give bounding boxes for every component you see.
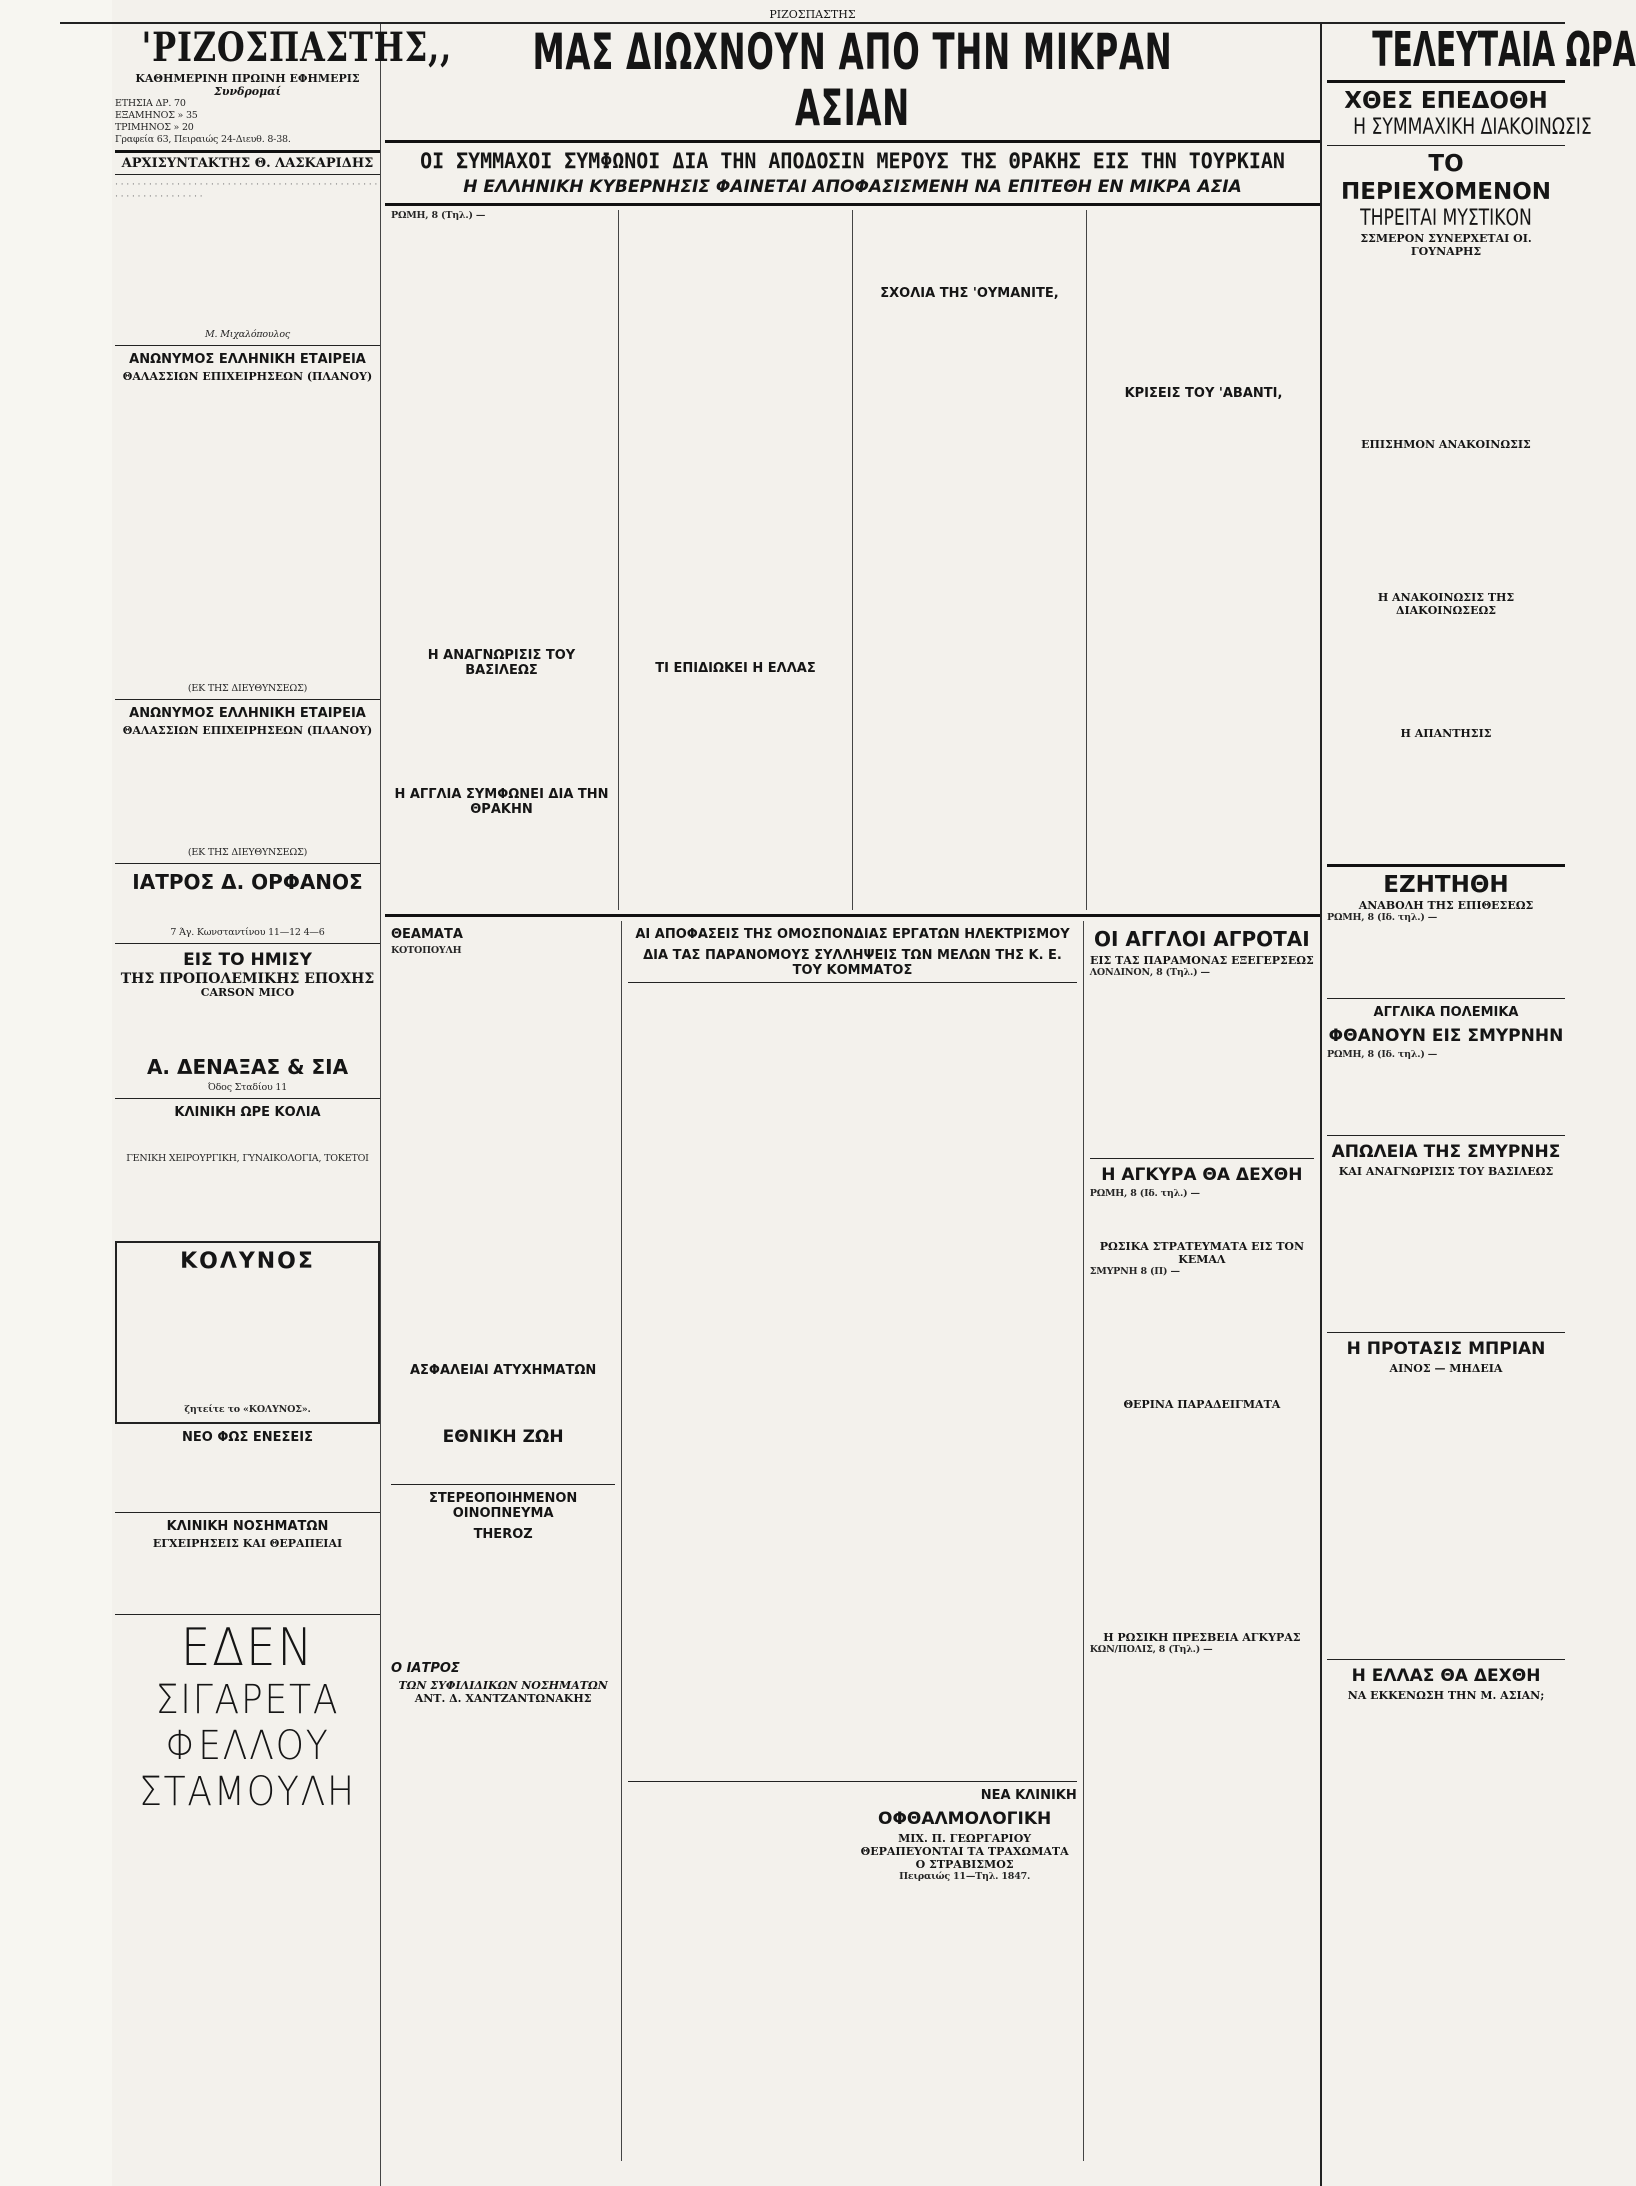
subscriptions-title: Συνδρομαί	[214, 85, 281, 98]
iatros-title: Ο ΙΑΤΡΟΣ	[391, 1661, 460, 1676]
theatres-title: ΘΕΑΜΑΤΑ	[391, 927, 463, 942]
company2-title: ΑΝΩΝΥΜΟΣ ΕΛΛΗΝΙΚΗ ΕΤΑΙΡΕΙΑ	[129, 706, 366, 721]
right-sub2: Η ΣΥΜΜΑΧΙΚΗ ΔΙΑΚΟΙΝΩΣΙΣ	[1353, 115, 1592, 140]
eden-line4: ΣΤΑΜΟΥΛΗ	[139, 1769, 356, 1815]
doctor-ad: ΙΑΤΡΟΣ Δ. ΟΡΦΑΝΟΣ	[132, 870, 363, 894]
eden-line3: ΦΕΛΛΟΥ	[165, 1723, 330, 1769]
brian-subtitle: ΑΙΝΟΣ — ΜΗΔΕΙΑ	[1389, 1362, 1503, 1375]
clinic-subtitle: ΓΕΝΙΚΗ ΧΕΙΡΟΥΡΓΙΚΗ, ΓΥΝΑΙΚΟΛΟΓΙΑ, ΤΟΚΕΤΟΙ	[126, 1153, 369, 1164]
company2-subtitle: ΘΑΛΑΣΣΙΩΝ ΕΠΙΧΕΙΡΗΣΕΩΝ (ΠΛΑΝΟΥ)	[122, 724, 373, 737]
ophth-subtitle: ΟΦΘΑΛΜΟΛΟΓΙΚΗ	[878, 1809, 1052, 1829]
editor-in-chief: ΑΡΧΙΣΥΝΤΑΚΤΗΣ Θ. ΛΑΣΚΑΡΙΔΗΣ	[121, 156, 374, 171]
denaxas-title: Α. ΔΕΝΑΞΑΣ & ΣΙΑ	[146, 1055, 349, 1079]
company2-signature: (ΕΚ ΤΗΣ ΔΙΕΥΘΥΝΣΕΩΣ)	[187, 847, 308, 858]
prewar-subtitle: ΤΗΣ ΠΡΟΠΟΛΕΜΙΚΗΣ ΕΠΟΧΗΣ	[120, 971, 375, 987]
zitithi-title: ΕΖΗΤΗΘΗ	[1383, 872, 1509, 898]
evac-title: Η ΕΛΛΑΣ ΘΑ ΔΕΧΘΗ	[1351, 1666, 1541, 1686]
farmers-dateline: ΛΟΝΔΙΝΟΝ, 8 (Τηλ.) —	[1089, 967, 1210, 978]
ophth-title: ΝΕΑ ΚΛΙΝΙΚΗ	[980, 1788, 1077, 1803]
neo-title: ΝΕΟ ΦΩΣ ΕΝΕΣΕΙΣ	[182, 1430, 313, 1445]
right-sub4: ΤΗΡΕΙΤΑΙ ΜΥΣΤΙΚΟΝ	[1360, 206, 1532, 231]
english-title: ΑΓΓΛΙΚΑ ΠΟΛΕΜΙΚΑ	[1373, 1005, 1519, 1020]
evac-subtitle: ΝΑ ΕΚΚΕΝΩΣΗ ΤΗΝ Μ. ΑΣΙΑΝ;	[1347, 1689, 1545, 1702]
theatrical-title: ΘΕΡΙΝΑ ΠΑΡΑΔΕΙΓΜΑΤΑ	[1123, 1398, 1281, 1411]
smyrni-dateline: ΣΜΥΡΝΗ 8 (Π) —	[1089, 1266, 1180, 1277]
russian-title: ΡΩΣΙΚΑ ΣΤΡΑΤΕΥΜΑΤΑ ΕΙΣ ΤΟΝ ΚΕΜΑΛ	[1099, 1240, 1305, 1266]
ophth-address: Πειραιώς 11—Τηλ. 1847.	[899, 1871, 1031, 1882]
clinic-title: ΚΛΙΝΙΚΗ ΩΡΕ ΚΟΛΙΑ	[174, 1105, 321, 1120]
masthead: 'ΡΙΖΟΣΠΑΣΤΗΣ,,	[141, 24, 453, 71]
subheadline-2: Η ΕΛΛΗΝΙΚΗ ΚΥΒΕΡΝΗΣΙΣ ΦΑΙΝΕΤΑΙ ΑΠΟΦΑΣΙΣΜΕΝΗ ΝΑ ΕΠΙΤΕΘΗ ΕΝ ΜΙΚΡΑ ΑΣΙΑ	[463, 177, 1242, 197]
nosim-subtitle: ΕΓΧΕΙΡΗΣΕΙΣ ΚΑΙ ΘΕΡΑΠΕΙΑΙ	[152, 1537, 343, 1550]
ophth-name: ΜΙΧ. Π. ΓΕΩΡΓΑΡΙΟΥ	[898, 1832, 1032, 1845]
signature: Μ. Μιχαλόπουλος	[205, 329, 290, 340]
tagline: ΚΑΘΗΜΕΡΙΝΗ ΠΡΩΙΝΗ ΕΦΗΜΕΡΙΣ	[135, 72, 360, 85]
theroz-name: THEROZ	[473, 1527, 533, 1542]
iatros-subtitle: ΤΩΝ ΣΥΦΙΛΙΔΙΚΩΝ ΝΟΣΗΜΑΤΩΝ	[398, 1679, 608, 1692]
zitithi-subtitle: ΑΝΑΒΟΛΗ ΤΗΣ ΕΠΙΘΕΣΕΩΣ	[1358, 899, 1534, 912]
eden-brand: ΕΔΕΝ	[180, 1618, 315, 1678]
section-thrace: Η ΑΓΓΛΙΑ ΣΥΜΦΩΝΕΙ ΔΙΑ ΤΗΝ ΘΡΑΚΗΝ	[394, 787, 609, 817]
denaxas-address: Όδος Σταδίου 11	[207, 1082, 288, 1093]
center-column	[385, 24, 1322, 2186]
iatros-name: ΑΝΤ. Δ. ΧΑΝΤΖΑΝΤΩΝΑΚΗΣ	[414, 1692, 592, 1705]
brian-title: Η ΠΡΟΤΑΣΙΣ ΜΠΡΙΑΝ	[1346, 1339, 1546, 1359]
ophth-treatment: ΘΕΡΑΠΕΥΟΝΤΑΙ ΤΑ ΤΡΑΧΩΜΑΤΑ	[860, 1845, 1069, 1858]
insurance-company: ΕΘΝΙΚΗ ΖΩΗ	[442, 1427, 564, 1447]
eden-line2: ΣΙΓΑΡΕΤΑ	[155, 1677, 340, 1723]
right-column	[1327, 22, 1636, 2186]
reply-title: Η ΑΠΑΝΤΗΣΙΣ	[1400, 727, 1492, 740]
company-subtitle: ΘΑΛΑΣΣΙΩΝ ΕΠΙΧΕΙΡΗΣΕΩΝ (ΠΛΑΝΟΥ)	[122, 370, 373, 383]
right-headline: ΤΕΛΕΥΤΑΙΑ ΩΡΑ	[1372, 22, 1636, 78]
article-filler: · · · · · · · · · · · · · · · · · · · · · · · · · · · · · · · · · · · · · · · · · · · · · · · · · · · · · · · · · · · · · · ·	[115, 179, 378, 202]
kotopouli: ΚΟΤΟΠΟΥΛΗ	[391, 945, 462, 956]
office-address: Γραφεία 63, Πειραιώς 24-Διευθ. 8-38.	[115, 134, 291, 145]
prewar-title: ΕΙΣ ΤΟ ΗΜΙΣΥ	[183, 950, 312, 970]
company-title: ΑΝΩΝΥΜΟΣ ΕΛΛΗΝΙΚΗ ΕΤΑΙΡΕΙΑ	[129, 352, 366, 367]
ankara-title: Η ΑΓΚΥΡΑ ΘΑ ΔΕΧΘΗ	[1101, 1165, 1303, 1185]
dateline: ΡΩΜΗ, 8 (Τηλ.) —	[391, 210, 486, 221]
doctor-address: 7 Άγ. Κωνσταντίνου 11—12 4—6	[170, 927, 325, 938]
sub-row: ΕΞΑΜΗΝΟΣ » 35	[115, 110, 198, 121]
prewar-brand: CARSON MICO	[200, 986, 295, 999]
kolynos-ad	[115, 1241, 380, 1424]
section-recognition: Η ΑΝΑΓΝΩΡΙΣΙΣ ΤΟΥ ΒΑΣΙΛΕΩΣ	[427, 648, 576, 678]
embassy-title: Η ΡΩΣΙΚΗ ΠΡΕΣΒΕΙΑ ΑΓΚΥΡΑΣ	[1103, 1631, 1301, 1644]
right-sub5: ΣΣΜΕΡΟΝ ΣΥΝΕΡΧΕΤΑΙ ΟΙ. ΓΟΥΝΑΡΗΣ	[1360, 232, 1532, 258]
section-greece: ΤΙ ΕΠΙΔΙΩΚΕΙ Η ΕΛΛΑΣ	[655, 661, 816, 676]
nosim-title: ΚΛΙΝΙΚΗ ΝΟΣΗΜΑΤΩΝ	[166, 1519, 329, 1534]
company-signature: (ΕΚ ΤΗΣ ΔΙΕΥΘΥΝΣΕΩΣ)	[187, 683, 308, 694]
farmers-title: ΟΙ ΑΓΓΛΟΙ ΑΓΡΟΤΑΙ	[1094, 927, 1310, 951]
top-strip: ΡΙΖΟΣΠΑΣΤΗΣ	[60, 8, 1565, 24]
right-sub3: ΤΟ ΠΕΡΙΕΧΟΜΕΝΟΝ	[1340, 151, 1552, 205]
apoleia-subtitle: ΚΑΙ ΑΝΑΓΝΩΡΙΣΙΣ ΤΟΥ ΒΑΣΙΛΕΩΣ	[1338, 1165, 1554, 1178]
theroz-title: ΣΤΕΡΕΟΠΟΙΗΜΕΝΟΝ ΟΙΝΟΠΝΕΥΜΑ	[428, 1491, 578, 1521]
ankara-dateline: ΡΩΜΗ, 8 (Ιδ. τηλ.) —	[1089, 1188, 1200, 1199]
official-title: ΕΠΙΣΗΜΟΝ ΑΝΑΚΟΙΝΩΣΙΣ	[1361, 438, 1531, 451]
insurance-title: ΑΣΦΑΛΕΙΑΙ ΑΤΥΧΗΜΑΤΩΝ	[409, 1363, 597, 1378]
apoleia-title: ΑΠΩΛΕΙΑ ΤΗΣ ΣΜΥΡΝΗΣ	[1331, 1142, 1561, 1162]
ophth-strabismus: Ο ΣΤΡΑΒΙΣΜΟΣ	[915, 1858, 1014, 1871]
section-avanti: ΚΡΙΣΕΙΣ ΤΟΥ 'ΑΒΑΝΤΙ,	[1124, 386, 1283, 401]
main-headline: ΜΑΣ ΔΙΩΧΝΟΥΝ ΑΠΟ ΤΗΝ ΜΙΚΡΑΝ ΑΣΙΑΝ	[532, 23, 1173, 137]
sub-row: ΤΡΙΜΗΝΟΣ » 20	[115, 122, 194, 133]
paris-dateline: ΡΩΜΗ, 8 (Ιδ. τηλ.) —	[1327, 1049, 1438, 1060]
kolynos-title: ΚΟΛΥΝΟΣ	[180, 1249, 315, 1274]
subheadline-1: ΟΙ ΣΥΜΜΑΧΟΙ ΣΥΜΦΩΝΟΙ ΔΙΑ ΤΗΝ ΑΠΟΔΟΣΙΝ ΜΕΡΟΥΣ ΤΗΣ ΘΡΑΚΗΣ ΕΙΣ ΤΗΝ ΤΟΥΡΚΙΑΝ	[420, 149, 1285, 173]
torn-margin	[0, 0, 112, 2186]
farmers-subtitle: ΕΙΣ ΤΑΣ ΠΑΡΑΜΟΝΑΣ ΕΞΕΓΕΡΣΕΩΣ	[1089, 954, 1314, 967]
kolynos-tagline: ζητείτε το «ΚΟΛΥΝΟΣ».	[184, 1404, 311, 1415]
federation-title: ΑΙ ΑΠΟΦΑΣΕΙΣ ΤΗΣ ΟΜΟΣΠΟΝΔΙΑΣ ΕΡΓΑΤΩΝ ΗΛΕΚΤΡΙΣΜΟΥ	[635, 927, 1070, 942]
anak-title: Η ΑΝΑΚΟΙΝΩΣΙΣ ΤΗΣ ΔΙΑΚΟΙΝΩΣΕΩΣ	[1377, 591, 1515, 617]
english-subtitle: ΦΘΑΝΟΥΝ ΕΙΣ ΣΜΥΡΝΗΝ	[1328, 1026, 1564, 1046]
rome-dateline: ΡΩΜΗ, 8 (Ιδ. τηλ.) —	[1327, 912, 1438, 923]
sub-row: ΕΤΗΣΙΑ ΔΡ. 70	[115, 98, 186, 109]
federation-subtitle: ΔΙΑ ΤΑΣ ΠΑΡΑΝΟΜΟΥΣ ΣΥΛΛΗΨΕΙΣ ΤΩΝ ΜΕΛΩΝ ΤΗΣ Κ. Ε. ΤΟΥ ΚΟΜΜΑΤΟΣ	[643, 948, 1062, 978]
kon-dateline: ΚΩΝ/ΠΟΛΙΣ, 8 (Τηλ.) —	[1089, 1644, 1213, 1655]
section-comments: ΣΧΟΛΙΑ ΤΗΣ 'ΟΥΜΑΝΙΤΕ,	[880, 286, 1059, 301]
right-sub1: ΧΘΕΣ ΕΠΕΔΟΘΗ	[1344, 88, 1548, 114]
